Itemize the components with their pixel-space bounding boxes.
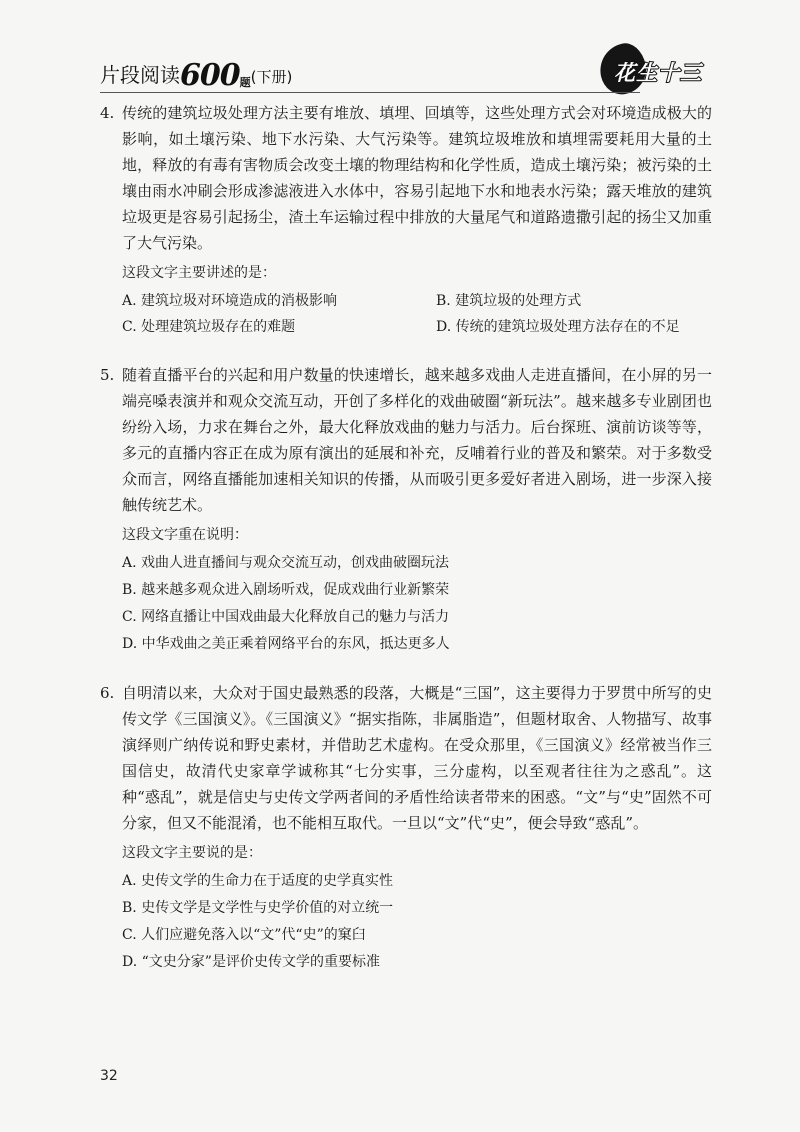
option-d[interactable]: D. 中华戏曲之美正乘着网络平台的东风，抵达更多人 [122, 636, 450, 652]
question-passage: 随着直播平台的兴起和用户数量的快速增长，越来越多戏曲人走进直播间，在小屏的另一端亮嗓表演并和观众交流互动，开创了多样化的戏曲破圈“新玩法”。越来越多专业剧团也纷纷入场，力求在舞台之外，最大化释放戏曲的魅力与活力。后台探班、演前访谈等等，多元的直播内容正在成为原有演出的延展和补充，反哺着行业的普及和繁荣。对于多数受众而言，网络直播能加速相关知识的传播，从而吸引更多爱好者进入剧场，进一步深入接触传统艺术。 [122, 366, 712, 514]
header-divider [100, 92, 640, 93]
book-title-number: 600 [180, 58, 240, 93]
brand-text: 花生十三 [614, 61, 702, 85]
brand-logo [600, 44, 710, 94]
option-a[interactable]: A. 建筑垃圾对环境造成的消极影响 [122, 293, 338, 309]
question-number: 6. [100, 684, 115, 702]
page-header [100, 44, 710, 104]
question-6 [100, 680, 712, 976]
options-group [122, 868, 712, 976]
option-b[interactable]: B. 史传文学是文学性与史学价值的对立统一 [122, 900, 394, 916]
book-title-prefix: 片段阅读 [100, 63, 180, 87]
page-number: 32 [100, 1068, 118, 1084]
question-prompt: 这段文字主要讲述的是： [122, 265, 276, 281]
question-passage: 自明清以来，大众对于国史最熟悉的段落，大概是“三国”，这主要得力于罗贯中所写的史传文学《三国演义》。《三国演义》“据实指陈，非属脂造”，但题材取舍、人物描写、故事演绎则广纳传说和野史素材，并借助艺术虚构。在受众那里，《三国演义》经常被当作三国信史，故清代史家章学诚称其“七分实事，三分虚构，以至观者往往为之惑乱”。这种“惑乱”，就是信史与史传文学两者间的矛盾性给读者带来的困惑。“文”与“史”固然不可分家，但又不能混淆，也不能相互取代。一旦以“文”代“史”，便会导致“惑乱”。 [122, 684, 712, 832]
question-prompt: 这段文字重在说明： [122, 527, 248, 543]
question-number: 4. [100, 104, 115, 122]
question-4 [100, 100, 712, 340]
option-a[interactable]: A. 戏曲人进直播间与观众交流互动，创戏曲破圈玩法 [122, 555, 450, 571]
option-c[interactable]: C. 人们应避免落入以“文”代“史”的窠臼 [122, 927, 366, 943]
options-group [122, 550, 712, 658]
question-5 [100, 362, 712, 658]
question-passage: 传统的建筑垃圾处理方法主要有堆放、填埋、回填等，这些处理方式会对环境造成极大的影响，如土壤污染、地下水污染、大气污染等。建筑垃圾堆放和填埋需要耗用大量的土地，释放的有毒有害物质会改变土壤的物理结构和化学性质，造成土壤污染；被污染的土壤由雨水冲刷会形成渗滤液进入水体中，容易引起地下水和地表水污染；露天堆放的建筑垃圾更是容易引起扬尘，渣土车运输过程中排放的大量尾气和道路遗撒引起的扬尘又加重了大气污染。 [122, 104, 712, 252]
book-title [100, 58, 292, 93]
option-b[interactable]: B. 越来越多观众进入剧场听戏，促成戏曲行业新繁荣 [122, 582, 450, 598]
book-title-suffix: 题 [239, 76, 251, 89]
page-content [100, 100, 712, 976]
question-prompt: 这段文字主要说的是： [122, 845, 262, 861]
question-number: 5. [100, 366, 115, 384]
option-a[interactable]: A. 史传文学的生命力在于适度的史学真实性 [122, 873, 394, 889]
option-b[interactable]: B. 建筑垃圾的处理方式 [436, 293, 582, 309]
option-d[interactable]: D. “文史分家”是评价史传文学的重要标准 [122, 954, 380, 970]
options-group [122, 288, 712, 340]
book-volume: (下册) [250, 68, 293, 86]
option-c[interactable]: C. 网络直播让中国戏曲最大化释放自己的魅力与活力 [122, 609, 450, 625]
option-d[interactable]: D. 传统的建筑垃圾处理方法存在的不足 [436, 319, 680, 335]
option-c[interactable]: C. 处理建筑垃圾存在的难题 [122, 319, 296, 335]
